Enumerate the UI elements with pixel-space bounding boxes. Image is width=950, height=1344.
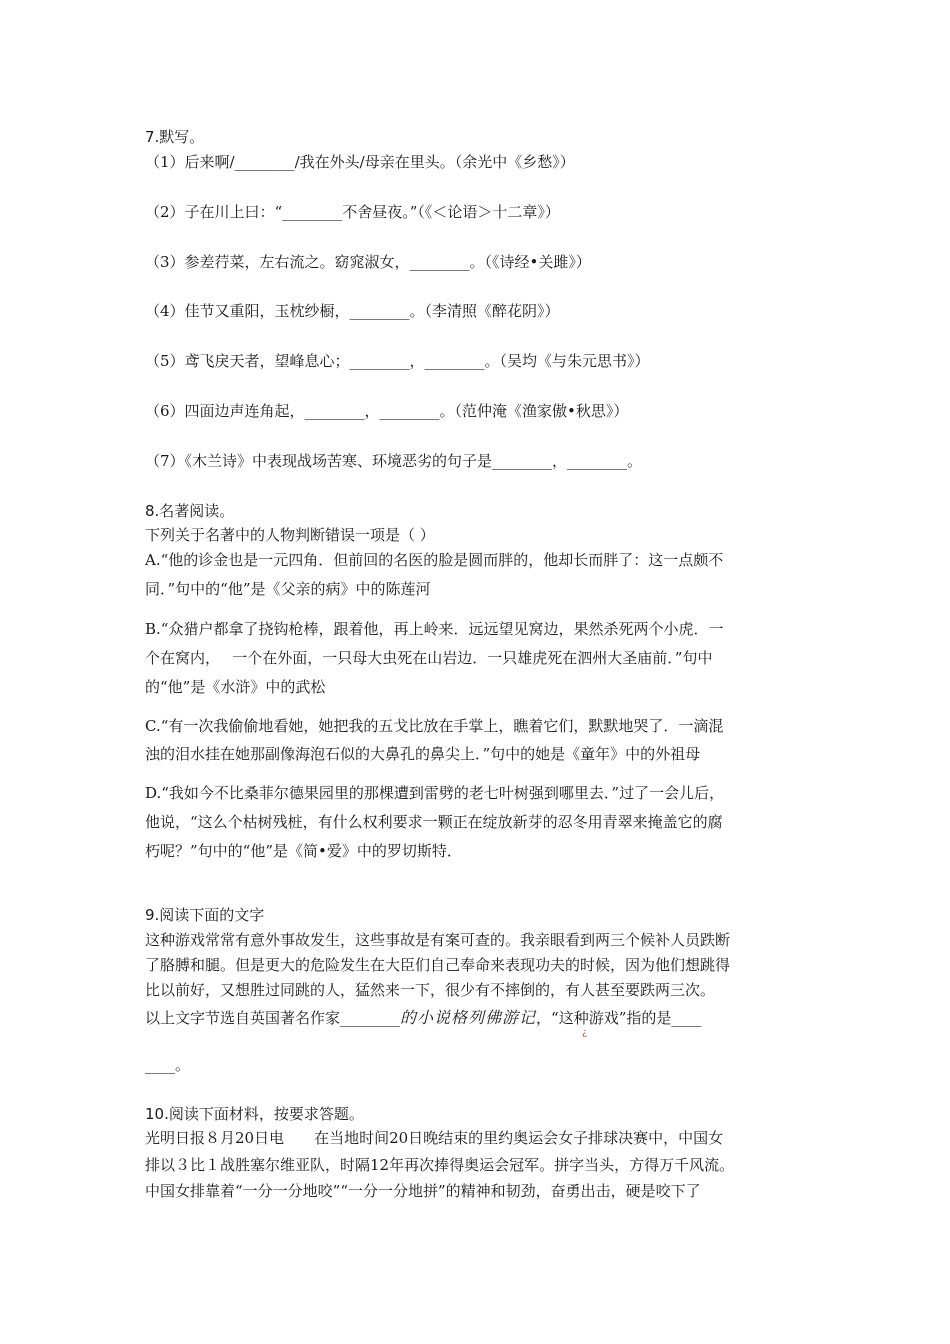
q10-para-line-3: 中国女排靠着“一分一分地咬”“一分一分地拼”的精神和韧劲，奋勇出击，硬是咬下了	[145, 1182, 701, 1200]
q10-heading: 10.阅读下面材料，按要求答题。	[145, 1105, 364, 1123]
q9-question-post: ，“这种游戏”指的是____	[536, 1009, 702, 1027]
q8-option-b-line-1: B.“众猎户都拿了挠钩枪棒，跟着他，再上岭来．远远望见窝边，果然杀死两个小虎．一	[145, 620, 724, 638]
q7-item-7: （7）《木兰诗》中表现战场苦寒、环境恶劣的句子是________，________。	[145, 452, 643, 470]
q7-item-1: （1）后来啊/________/我在外头/母亲在里头。（余光中《乡愁》）	[145, 153, 575, 171]
q9-question-tail: ____。	[145, 1056, 191, 1074]
q10-para-line-2: 排以３比１战胜塞尔维亚队，时隔12年再次捧得奥运会冠军。拼字当头，方得万千风流。	[145, 1156, 735, 1174]
q9-para-line-3: 比以前好，又想胜过同跳的人，猛然来一下，很少有不摔倒的，有人甚至要跌两三次。	[145, 981, 716, 999]
q9-para-line-2: 了胳膊和腿。但是更大的危险发生在大臣们自己奉命来表现功夫的时候，因为他们想跳得	[145, 956, 731, 974]
q10-para-line-1: 光明日报８月20日电 在当地时间20日晚结束的里约奥运会女子排球决赛中，中国女	[145, 1129, 724, 1147]
q8-option-a-line-2: 同．”句中的“他”是《父亲的病》中的陈莲河	[145, 580, 431, 598]
q7-heading: 7.默写。	[145, 128, 205, 146]
q8-option-c-line-2: 浊的泪水挂在她那副像海泡石似的大鼻孔的鼻尖上．”句中的她是《童年》中的外祖母	[145, 745, 701, 763]
red-correction-mark: ¿	[582, 1028, 587, 1038]
q8-stem: 下列关于名著中的人物判断错误一项是（ ）	[145, 526, 435, 544]
q7-item-3: （3）参差荇菜，左右流之。窈窕淑女，________。（《诗经•关雎》）	[145, 253, 591, 271]
q8-option-d-line-3: 朽呢？”句中的“他”是《简•爱》中的罗切斯特．	[145, 842, 462, 860]
q9-question-pre: 以上文字节选自英国著名作家________	[145, 1009, 401, 1027]
q7-item-5: （5）鸢飞戾天者，望峰息心；________，________。（吴均《与朱元思书》）	[145, 352, 650, 370]
q8-option-d-line-1: D.“我如今不比桑菲尔德果园里的那棵遭到雷劈的老七叶树强到哪里去．”过了一会儿后，	[145, 784, 725, 802]
q9-question-line	[145, 1007, 805, 1029]
q8-heading: 8.名著阅读。	[145, 502, 235, 520]
q8-option-b-line-2: 个在窝内， 一个在外面，一只母大虫死在山岩边．一只雄虎死在泗州大圣庙前．”句中	[145, 649, 713, 667]
q7-item-4: （4）佳节又重阳，玉枕纱橱，________。（李清照《醉花阴》）	[145, 302, 560, 320]
q7-item-6: （6）四面边声连角起，________，________。（范仲淹《渔家傲•秋思》）	[145, 402, 629, 420]
q9-para-line-1: 这种游戏常常有意外事故发生，这些事故是有案可查的。我亲眼看到两三个候补人员跌断	[145, 931, 731, 949]
q7-item-2: （2）子在川上曰：“________不舍昼夜。”（《＜论语＞十二章》）	[145, 203, 560, 221]
q8-option-d-line-2: 他说，“这么个枯树残桩，有什么权利要求一颗正在绽放新芽的忍冬用青翠来掩盖它的腐	[145, 813, 723, 831]
q8-option-a-line-1: A.“他的诊金也是一元四角．但前回的名医的脸是圆而胖的，他却长而胖了：这一点颇不	[145, 551, 724, 569]
q8-option-c-line-1: C.“有一次我偷偷地看她，她把我的五戈比放在手掌上，瞧着它们，默默地哭了．一滴混	[145, 717, 724, 735]
q9-heading: 9.阅读下面的文字	[145, 906, 265, 924]
q8-option-b-line-3: 的“他”是《水浒》中的武松	[145, 678, 326, 696]
q9-book-title: 的小说格列佛游记	[400, 1008, 537, 1027]
